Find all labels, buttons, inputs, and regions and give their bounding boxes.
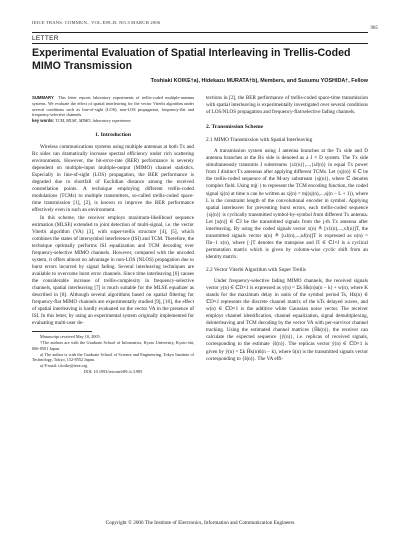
intro-paragraph-1: Wireless communications systems using multiple antennas at both Tx and Rx sides can dramatically increase spectral efficiency under rich scattering environments. However, the bit-error-rate (BER) performance is severely dependent on multiple-input multiple-output (MIMO) channel statistics. Especially in line-of-sight (LOS) propagation, the BER performance is degraded due to shortfall of Euclidian distance among the received constellation points. A technique employing different trellis-coded modulations (TCMs) to multiple transmitters, so-called trellis-coded space-time transmission [1], [2], is known to improve the BER performance effectively even in such an environment.	[32, 144, 194, 214]
footnote-affiliation-1: †The authors are with the Graduate School of Informatics, Kyoto University, Kyoto-shi, 606-8501 Japan.	[32, 340, 194, 351]
section-1-heading: 1. Introduction	[95, 131, 131, 138]
paper-title: Experimental Evaluation of Spatial Interleaving in Trellis-Coded MIMO Transmission	[32, 47, 351, 72]
summary-text: This letter reports laboratory experiments of trellis-coded multiple-antenna systems. We evaluate the effect of spatial interleaving for the vector Viterbi algorithm under several conditions such as line-of-sight (LOS), non-LOS propagation, frequency-flat and frequency-selective channels.	[32, 95, 194, 118]
subsection-2-1-heading: 2.1 MIMO Transmission with Spatial Interleaving	[206, 137, 313, 144]
footnote-email: a) E-mail: t.koike@ieee.org	[40, 363, 88, 369]
right-column	[206, 95, 368, 363]
abstract-summary	[32, 95, 194, 118]
subsection-2-2-heading: 2.2 Vector Viterbi Algorithm with Super Trellis	[206, 266, 306, 273]
summary-label: SUMMARY	[32, 95, 54, 100]
intro-paragraph-2: In this scheme, the receiver employs maximum-likelihood sequence estimation (MLSE) extended to joint detection of multi-signal, i.e. the vector Viterbi algorithm (VA) [3], with super-trellis structure [4], [5], which combines the states of intersymbol interference (ISI) and TCM. Therefore, the technique optimally performs ISI equalization and TCM decoding over frequency-selective MIMO channels. However, compared with the uncoded system, it offers almost no advantage in non-LOS (NLOS) propagation due to burst errors incurred by signal fading. Several interleaving techniques are available to overcome burst error channels. Since time interleaving [6] causes the considerable increase of trellis-complexity in frequency-selective channels, spatial interleaving [7] is much suitable for the MLSE equalizer as described in [8]. Although several algorithms based on spatial filtering for frequency-flat MIMO channels are experimentally studied [9], [10], the effect of spatial interleaving is hardly evaluated on the vector VA in the presence of ISI. In this letter, by using an experimental system originally implemented for evaluating multi-user de-	[32, 214, 194, 327]
header-rule	[32, 32, 368, 33]
abstract-keywords	[32, 118, 194, 124]
keywords-text: TCM, MLSE, MIMO, laboratory experiment	[55, 118, 131, 124]
section-2-heading: 2. Transmission Scheme	[206, 124, 264, 131]
page-number: 985	[370, 26, 378, 31]
left-column	[32, 95, 194, 375]
keywords-label: key words:	[32, 118, 55, 124]
intro-continued: tections in [2], the BER performance of trellis-coded space-time transmission with spatial interleaving is experimentally investigated over several conditions of LOS/NLOS propagation and frequency-flat/selective fading channels.	[206, 95, 368, 116]
subsection-2-1-paragraph: A transmission system using J antenna branches at the Tx side and D antenna branches at the Rx side is denoted as a J × D system. The Tx side simultaneously transmits J substreams {s1(n)},...,{sJ(n)} in equal Tx power from J distinct Tx antennas after applying different TCMs. Let {sj(n)} ∈ ℂ be the trellis-coded sequence of the M-ary substream {sj(n)}, where ℂ denotes complex field. Using mj(·) to represent the TCM encoding function, the coded signal xj(n) at time n can be written as xj(n) = mj(sj(n),...,sj(n − L + 1)), where L is the constraint length of the convolutional encoder in symbol. Applying spatial interleaver for preventing burst errors, each trellis-coded sequence {xj(n)} is cyclically transmitted symbol-by-symbol from different Tx antenna. Let [u(n)] ∈ ℂJ be the transmitted signals from the j-th Tx antenna after interleaving. By using the coded signals vector x(n) ≜ [x1(n),...,xJ(n)]T, the transmitted signals vector u(n) ≜ [u1(n),...,uJ(n)]T is expressed as u(n) = Πn−1 x(n), where [·]T denotes the transpose and Π ∈ ℂJ×J is a cyclical permutation matrix which is given by column-wise cyclic shift from an identity matrix.	[206, 148, 368, 260]
author-line: Toshiaki KOIKE†a), Hidekazu MURATA†b), Members, and Susumu YOSHIDA†, Fellow	[150, 78, 368, 84]
copyright-footer: Copyright © 2006 The Institute of Electronics, Information and Communication Engineers	[105, 520, 295, 526]
footnote-affiliation-2: a) The author is with the Graduate School of Science and Engineering, Tokyo Institute of Technology, Tokyo, 152-8552 Japan.	[32, 351, 194, 363]
footnote-rule	[32, 331, 92, 332]
letter-tag: LETTER	[32, 35, 59, 42]
tag-rule	[32, 43, 368, 44]
footnote-doi: DOI: 10.1093/ietcom/e89–b.3.985	[83, 369, 143, 375]
subsection-2-2-paragraph: Under frequency-selective fading MIMO channels, the received signals vector y(n) ∈ ℂD×1 is expressed as y(n) = Σk Hk(n)u(n − k) + w(n), where K stands for the maximum delay in units of the symbol period Ts, Hk(n) ∈ ℂD×J represents the discrete channel matrix of the kTs delayed waves, and w(n) ∈ ℂD×1 is the additive white Gaussian noise vector. The receiver employs channel identification, channel equalization, signal demultiplexing, deinterleaving and TCM decoding by the vector VA with per-survivor channel tracking. Using the estimated channel matrices {Ĥk(n)}, the receiver can calculate the expected sequence {ŷ(n)}, i.e. replicas of received signals, corresponding to the estimate {ŝ(n)}. The replicas vector ŷ(n) ∈ ℂD×1 is given by ŷ(n) = Σk Ĥk(n)û(n − k), where û(n) is the transmitted signals vector corresponding to {ŝ(n)}. The VA effi-	[206, 278, 368, 362]
running-head: IEICE TRANS. COMMUN., VOL.E89–B, NO.3 MARCH 2006	[32, 20, 161, 25]
footnote-received: Manuscript received May 10, 2005.	[40, 334, 101, 340]
